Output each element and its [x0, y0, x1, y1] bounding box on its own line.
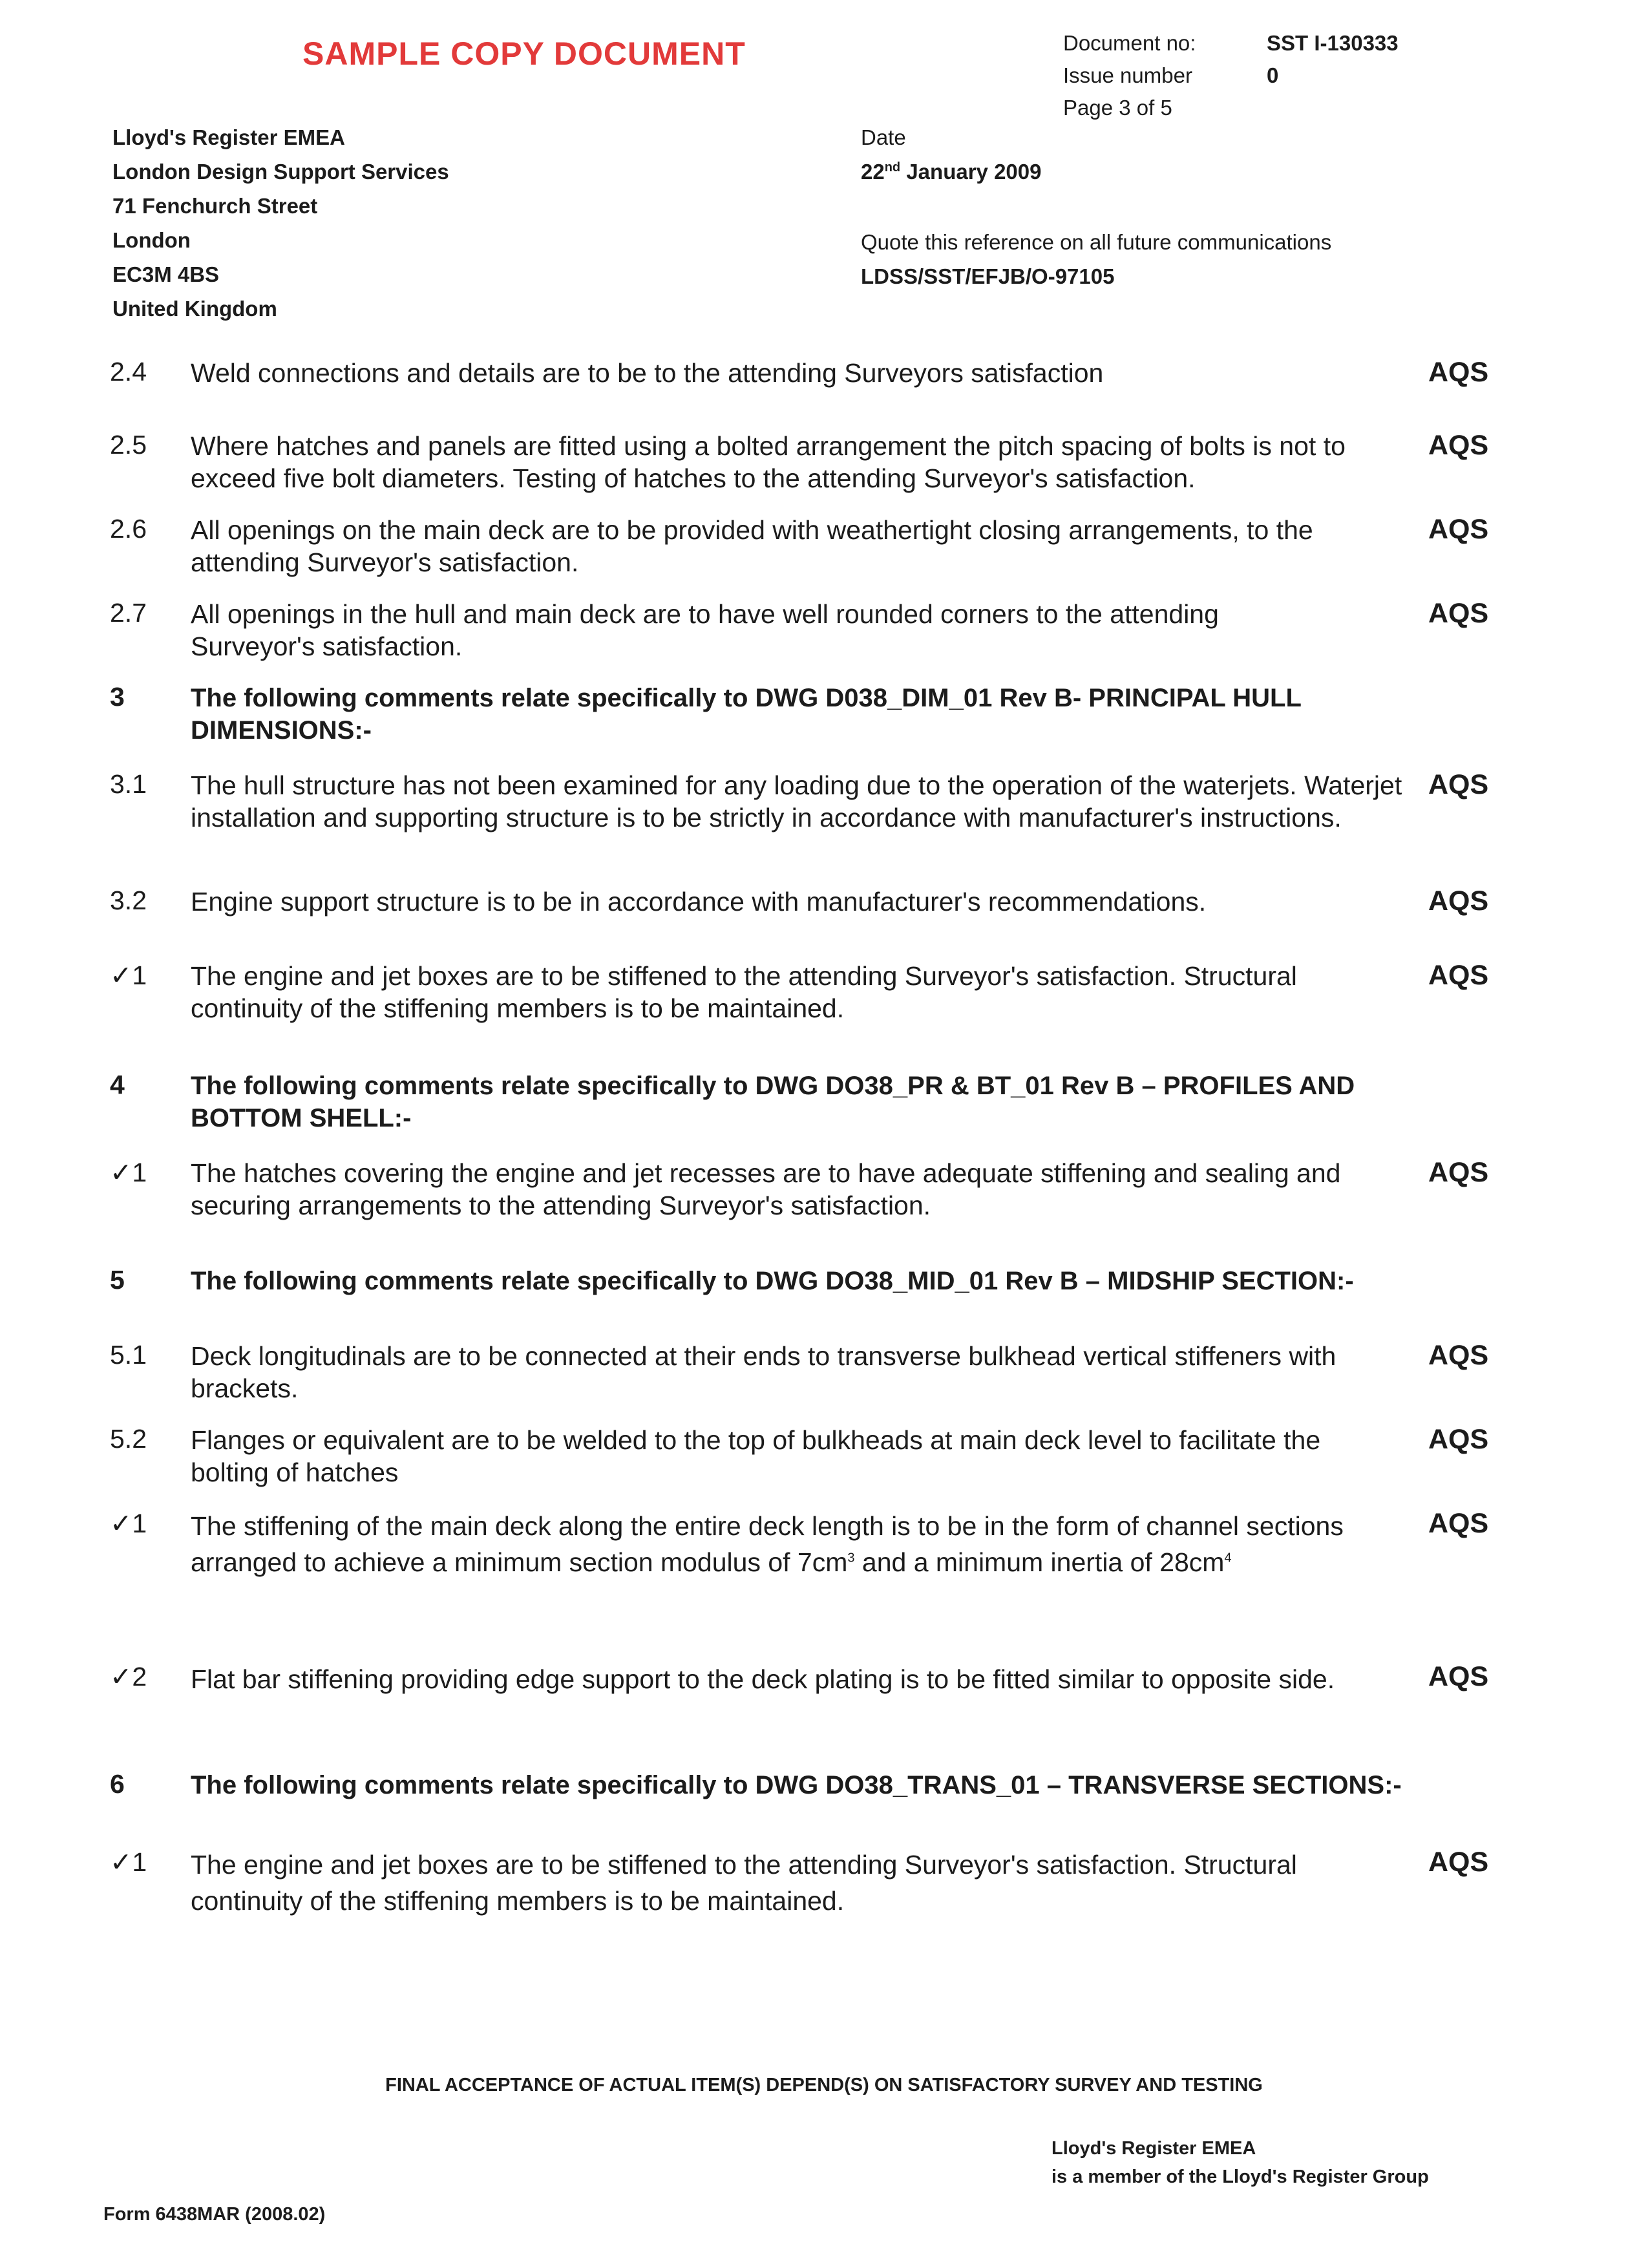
item-number: ✓1 [110, 1509, 147, 1538]
item-text: All openings on the main deck are to be provided with weathertight closing arrangements, to the attending Surveyor's satisfaction. [191, 515, 1313, 577]
section-title: The following comments relate specifically to DWG DO38_PR & BT_01 Rev B – PROFILES AND BOTTOM SHELL:- [191, 1072, 1355, 1132]
item-text: Engine support structure is to be in accordance with manufacturer's recommendations. [191, 887, 1207, 917]
item-number: ✓2 [110, 1662, 147, 1691]
item-text: The engine and jet boxes are to be stiffened to the attending Surveyor's satisfaction. Structural continuity of the stiffening members is to be maintained. [191, 1850, 1297, 1916]
item-code: AQS [1428, 430, 1489, 461]
item-number: ✓1 [110, 960, 147, 990]
date-rest: January 2009 [900, 160, 1042, 184]
item-number: 2.7 [110, 598, 147, 628]
section-title: The following comments relate specifically to DWG D038_DIM_01 Rev B- PRINCIPAL HULL DIMENSIONS:- [191, 684, 1302, 745]
organization-note [1051, 2134, 1429, 2191]
item-number: 2.4 [110, 357, 147, 387]
item-text: The hatches covering the engine and jet recesses are to have adequate stiffening and sealing and securing arrangements to the attending Surveyor's satisfaction. [191, 1158, 1341, 1220]
address-line: London Design Support Services [112, 160, 449, 184]
date-day: 22 [861, 160, 885, 184]
item-number: 3.1 [110, 769, 147, 799]
organization-membership: is a member of the Lloyd's Register Group [1051, 2167, 1429, 2187]
item-text: The engine and jet boxes are to be stiffened to the attending Surveyor's satisfaction. Structural continuity of the stiffening members is to be maintained. [191, 961, 1297, 1023]
address-line: United Kingdom [112, 297, 277, 321]
item-code: AQS [1428, 1424, 1489, 1455]
item-number: 5.2 [110, 1424, 147, 1454]
section-number: 3 [110, 682, 125, 712]
item-code: AQS [1428, 960, 1489, 991]
address-line: EC3M 4BS [112, 262, 220, 286]
issue-number-label: Issue number [1063, 63, 1192, 87]
date-suffix: nd [884, 160, 901, 175]
item-number: 5.1 [110, 1340, 147, 1370]
address-line: 71 Fenchurch Street [112, 194, 318, 218]
document-metadata [1063, 27, 1399, 124]
sender-address [112, 120, 449, 326]
sample-copy-watermark: SAMPLE COPY DOCUMENT [302, 36, 746, 72]
item-text: Where hatches and panels are fitted using a bolted arrangement the pitch spacing of bolts is not to exceed five bolt diameters. Testing of hatches to the attending Surveyor's satisfaction. [191, 431, 1346, 493]
date-value [861, 154, 1041, 189]
superscript: 3 [847, 1551, 855, 1565]
item-code: AQS [1428, 1340, 1489, 1371]
superscript: 4 [1224, 1551, 1232, 1565]
item-code: AQS [1428, 1847, 1489, 1878]
reference-label: Quote this reference on all future communications [861, 230, 1332, 254]
section-title: The following comments relate specifically to DWG DO38_TRANS_01 – TRANSVERSE SECTIONS:- [191, 1771, 1402, 1799]
item-number: ✓1 [110, 1158, 147, 1187]
form-number: Form 6438MAR (2008.02) [103, 2204, 326, 2225]
date-label: Date [861, 125, 906, 149]
item-number: 2.5 [110, 430, 147, 460]
item-text: The hull structure has not been examined for any loading due to the operation of the waterjets. Waterjet installation and supporting structure is to be strictly in accordance with manufacturer's instructions. [191, 770, 1402, 832]
item-text-part: The stiffening of the main deck along the entire deck length is to be in the form of channel sections arranged to achieve a minimum section modulus of 7cm [191, 1511, 1344, 1577]
item-text-part: and a minimum inertia of 28cm [854, 1547, 1225, 1577]
section-number: 4 [110, 1070, 125, 1099]
item-code: AQS [1428, 1661, 1489, 1692]
page-indicator: Page 3 of 5 [1063, 96, 1172, 120]
item-code: AQS [1428, 1508, 1489, 1539]
item-number: ✓1 [110, 1847, 147, 1877]
section-number: 6 [110, 1769, 125, 1799]
item-code: AQS [1428, 514, 1489, 545]
item-code: AQS [1428, 598, 1489, 629]
item-code: AQS [1428, 1157, 1489, 1188]
address-line: Lloyd's Register EMEA [112, 125, 345, 149]
item-number: 2.6 [110, 514, 147, 544]
item-text [191, 1508, 1354, 1580]
reference-value: LDSS/SST/EFJB/O-97105 [861, 264, 1115, 288]
organization-name: Lloyd's Register EMEA [1051, 2138, 1256, 2159]
item-code: AQS [1428, 357, 1489, 388]
acceptance-notice: FINAL ACCEPTANCE OF ACTUAL ITEM(S) DEPEND(S) ON SATISFACTORY SURVEY AND TESTING [385, 2075, 1263, 2095]
date-block [861, 120, 1041, 189]
item-text: Deck longitudinals are to be connected at their ends to transverse bulkhead vertical stiffeners with brackets. [191, 1341, 1336, 1403]
issue-number-value: 0 [1267, 63, 1279, 87]
item-text: Weld connections and details are to be to the attending Surveyors satisfaction [191, 358, 1104, 388]
document-number-value: SST I-130333 [1267, 31, 1399, 55]
reference-block [861, 225, 1331, 293]
section-number: 5 [110, 1265, 125, 1295]
document-number-label: Document no: [1063, 31, 1196, 55]
item-text: Flanges or equivalent are to be welded to the top of bulkheads at main deck level to facilitate the bolting of hatches [191, 1425, 1321, 1487]
item-code: AQS [1428, 769, 1489, 800]
item-number: 3.2 [110, 885, 147, 915]
section-title: The following comments relate specifically to DWG DO38_MID_01 Rev B – MIDSHIP SECTION:- [191, 1267, 1354, 1295]
item-text: All openings in the hull and main deck are to have well rounded corners to the attending Surveyor's satisfaction. [191, 599, 1219, 661]
address-line: London [112, 228, 191, 252]
item-code: AQS [1428, 885, 1489, 917]
item-text: Flat bar stiffening providing edge support to the deck plating is to be fitted similar to opposite side. [191, 1664, 1335, 1694]
